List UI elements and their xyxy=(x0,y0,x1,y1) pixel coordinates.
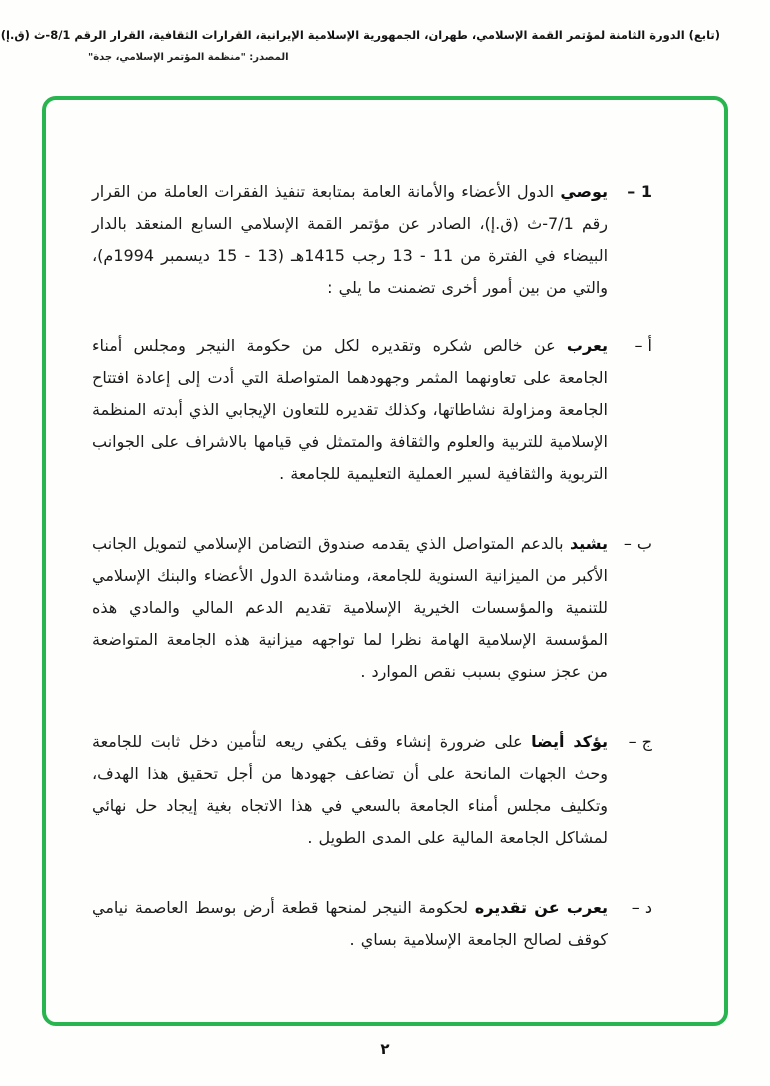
item-lead-1: يوصي xyxy=(560,182,608,201)
item-text-a xyxy=(92,330,608,490)
resolution-item-1 xyxy=(92,176,652,304)
item-body-j: على ضرورة إنشاء وقف يكفي ريعه لتأمين دخل ثابت للجامعة وحث الجهات المانحة على أن تضاعف جهودها من أجل تحقيق هذا الهدف، وتكليف مجلس أمناء الجامعة بالسعي في هذا الاتجاه بغية إيجاد حل نهائي لمشاكل الجامعة المالية على المدى الطويل . xyxy=(92,732,608,847)
item-text-1 xyxy=(92,176,608,304)
header-citation: (تابع) الدورة الثامنة لمؤتمر القمة الإسلامي، طهران، الجمهورية الإسلامية الإيرانية، القرارات الثقافية، القرار الرقم 8/1-ث (ق.إ) xyxy=(0,28,720,42)
item-lead-j: يؤكد أيضا xyxy=(531,732,609,751)
header-source: المصدر: "منظمة المؤتمر الإسلامي، جدة" xyxy=(88,52,289,63)
resolution-item-d xyxy=(92,892,652,956)
item-text-d xyxy=(92,892,608,956)
item-marker-b: ب – xyxy=(623,534,652,553)
page-number: ٢ xyxy=(380,1040,390,1058)
item-body-b: بالدعم المتواصل الذي يقدمه صندوق التضامن الإسلامي لتمويل الجانب الأكبر من الميزانية السنوية للجامعة، ومناشدة الدول الأعضاء والبنك الإسلامي للتنمية والمؤسسات الخيرية الإسلامية تقديم الدعم المالي والمادي هذه المؤسسة الإسلامية الهامة نظرا لما تواجهه ميزانية هذه الجامعة المتواضعة من عجز سنوي بسبب نقص الموارد . xyxy=(92,534,608,681)
resolution-body xyxy=(92,176,652,956)
item-text-b xyxy=(92,528,608,688)
resolution-item-b xyxy=(92,528,652,688)
item-text-j xyxy=(92,726,608,854)
item-marker-j: ج – xyxy=(628,732,652,751)
item-marker-a: أ – xyxy=(634,336,652,355)
resolution-item-j xyxy=(92,726,652,854)
item-lead-a: يعرب xyxy=(566,336,608,355)
item-marker-1: 1 – xyxy=(627,182,652,201)
item-body-a: عن خالص شكره وتقديره لكل من حكومة النيجر ومجلس أمناء الجامعة على تعاونهما المثمر وجهودهما المتواصلة التي أدت إلى إعادة افتتاح الجامعة ومزاولة نشاطاتها، وكذلك تقديره للتعاون الإيجابي الذي أبدته المنظمة الإسلامية للتربية والعلوم والثقافة والمتمثل في قيامها بالاشراف على الجوانب التربوية والثقافية لسير العملية التعليمية للجامعة . xyxy=(92,336,608,483)
item-lead-b: يشيد xyxy=(569,534,608,553)
item-body-1: الدول الأعضاء والأمانة العامة بمتابعة تنفيذ الفقرات العاملة من القرار رقم 7/1-ث (ق.إ)، الصادر عن مؤتمر القمة الإسلامي السابع المنعقد بالدار البيضاء في الفترة من 11 - 13 رجب 1415هـ (13 - 15 ديسمبر 1994م)، والتي من بين أمور أخرى تضمنت ما يلي : xyxy=(92,182,609,297)
item-lead-d: يعرب عن تقديره xyxy=(474,898,608,917)
item-body-d: لحكومة النيجر لمنحها قطعة أرض بوسط العاصمة نيامي كوقف لصالح الجامعة الإسلامية بساي . xyxy=(92,898,608,949)
item-marker-d: د – xyxy=(631,898,652,917)
resolution-item-a xyxy=(92,330,652,490)
